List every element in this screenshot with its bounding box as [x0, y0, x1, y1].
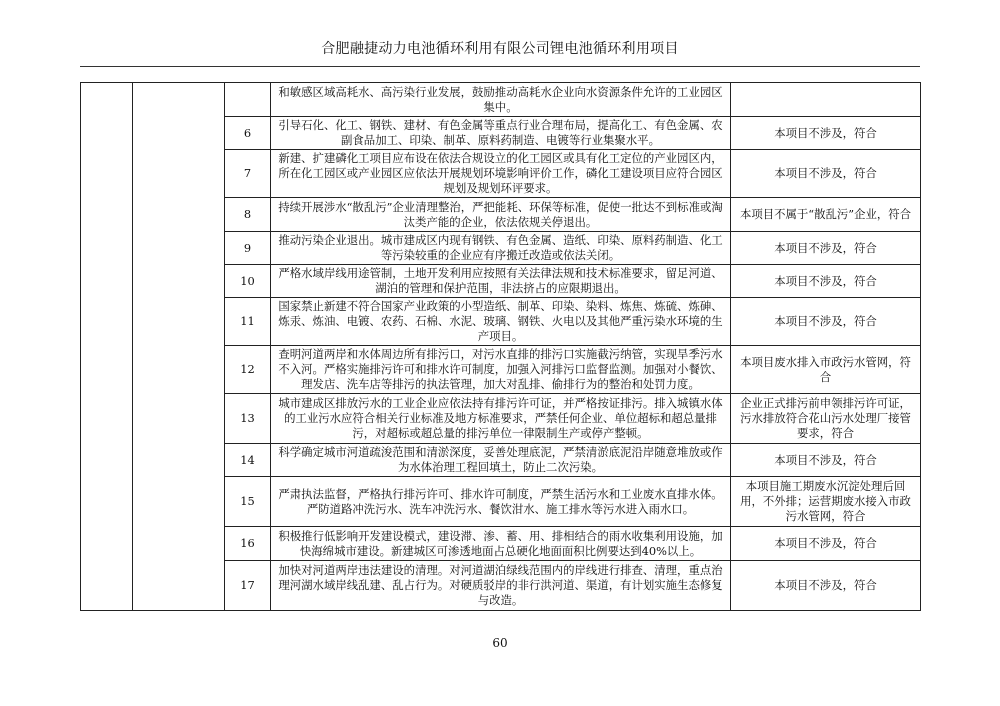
row-number: 17: [225, 561, 271, 611]
requirement-text: 国家禁止新建不符合国家产业政策的小型造纸、制革、印染、染料、炼焦、炼硫、炼砷、炼汞、炼油、电镀、农药、石棉、水泥、玻璃、钢铁、火电以及其他严重污染水环境的生产项目。: [271, 298, 731, 346]
compliance-result: 本项目不属于“散乱污”企业，符合: [731, 198, 921, 232]
category-cell: [81, 83, 133, 611]
subcategory-cell: [133, 83, 225, 611]
page-number: 60: [492, 636, 508, 650]
requirement-text: 查明河道两岸和水体周边所有排污口，对污水直排的排污口实施截污纳管，实现旱季污水不入河。严格实施排污许可和排水许可制度，加强入河排污口监督监测。加强对小餐饮、理发店、洗车店等排污的执法管理，加大对乱排、偷排行为的整治和处罚力度。: [271, 346, 731, 394]
compliance-result: 本项目不涉及，符合: [731, 265, 921, 298]
row-number: 7: [225, 150, 271, 198]
requirement-text: 科学确定城市河道疏浚范围和清淤深度，妥善处理底泥，严禁清淤底泥沿岸随意堆放或作为水体治理工程回填土，防止二次污染。: [271, 444, 731, 477]
requirement-text: 加快对河道两岸违法建设的清理。对河道湖泊绿线范围内的岸线进行排查、清理，重点治理河湖水域岸线乱建、乱占行为。对硬质驳岸的非行洪河道、渠道，有计划实施生态修复与改造。: [271, 561, 731, 611]
requirement-text: 引导石化、化工、钢铁、建材、有色金属等重点行业合理布局，提高化工、有色金属、农副食品加工、印染、制革、原料药制造、电镀等行业集聚水平。: [271, 117, 731, 150]
compliance-result: 本项目不涉及，符合: [731, 298, 921, 346]
table-row: [81, 83, 921, 117]
requirement-text: 持续开展涉水“散乱污”企业清理整治，严把能耗、环保等标准，促使一批达不到标准或淘汰类产能的企业，依法依规关停退出。: [271, 198, 731, 232]
requirement-text: 和敏感区域高耗水、高污染行业发展，鼓励推动高耗水企业向水资源条件允许的工业园区集中。: [271, 83, 731, 117]
row-number: 13: [225, 394, 271, 444]
compliance-table: [80, 82, 921, 611]
row-number: 6: [225, 117, 271, 150]
row-number: 9: [225, 232, 271, 265]
requirement-text: 积极推行低影响开发建设模式，建设滞、渗、蓄、用、排相结合的雨水收集利用设施，加快海绵城市建设。新建城区可渗透地面占总硬化地面面积比例要达到40%以上。: [271, 527, 731, 561]
header-rule: [80, 66, 920, 67]
requirement-text: 严肃执法监督，严格执行排污许可、排水许可制度，严禁生活污水和工业废水直排水体。严防道路冲洗污水、洗车冲洗污水、餐饮泔水、施工排水等污水进入雨水口。: [271, 477, 731, 527]
compliance-result: 本项目废水排入市政污水管网，符合: [731, 346, 921, 394]
compliance-result: [731, 83, 921, 117]
requirement-text: 新建、扩建磷化工项目应布设在依法合规设立的化工园区或具有化工定位的产业园区内，所在化工园区或产业园区应依法开展规划环境影响评价工作，磷化工建设项目应符合园区规划及规划环评要求。: [271, 150, 731, 198]
compliance-result: 本项目施工期废水沉淀处理后回用，不外排；运营期废水接入市政污水管网，符合: [731, 477, 921, 527]
row-number: 10: [225, 265, 271, 298]
row-number: [225, 83, 271, 117]
compliance-result: 本项目不涉及，符合: [731, 527, 921, 561]
row-number: 15: [225, 477, 271, 527]
row-number: 12: [225, 346, 271, 394]
compliance-result: 本项目不涉及，符合: [731, 561, 921, 611]
compliance-result: 本项目不涉及，符合: [731, 117, 921, 150]
requirement-text: 严格水域岸线用途管制，土地开发利用应按照有关法律法规和技术标准要求，留足河道、湖泊的管理和保护范围，非法挤占的应限期退出。: [271, 265, 731, 298]
row-number: 11: [225, 298, 271, 346]
row-number: 8: [225, 198, 271, 232]
requirement-text: 推动污染企业退出。城市建成区内现有钢铁、有色金属、造纸、印染、原料药制造、化工等污染较重的企业应有序搬迁改造或依法关闭。: [271, 232, 731, 265]
compliance-result: 本项目不涉及，符合: [731, 232, 921, 265]
row-number: 14: [225, 444, 271, 477]
compliance-result: 企业正式排污前申领排污许可证，污水排放符合花山污水处理厂接管要求，符合: [731, 394, 921, 444]
compliance-result: 本项目不涉及，符合: [731, 444, 921, 477]
requirement-text: 城市建成区排放污水的工业企业应依法持有排污许可证，并严格按证排污。排入城镇水体的工业污水应符合相关行业标准及地方标准要求，严禁任何企业、单位超标和超总量排污，对超标或超总量的排污单位一律限制生产或停产整顿。: [271, 394, 731, 444]
row-number: 16: [225, 527, 271, 561]
compliance-result: 本项目不涉及，符合: [731, 150, 921, 198]
page-header-title: 合肥融捷动力电池循环利用有限公司锂电池循环利用项目: [321, 41, 679, 57]
